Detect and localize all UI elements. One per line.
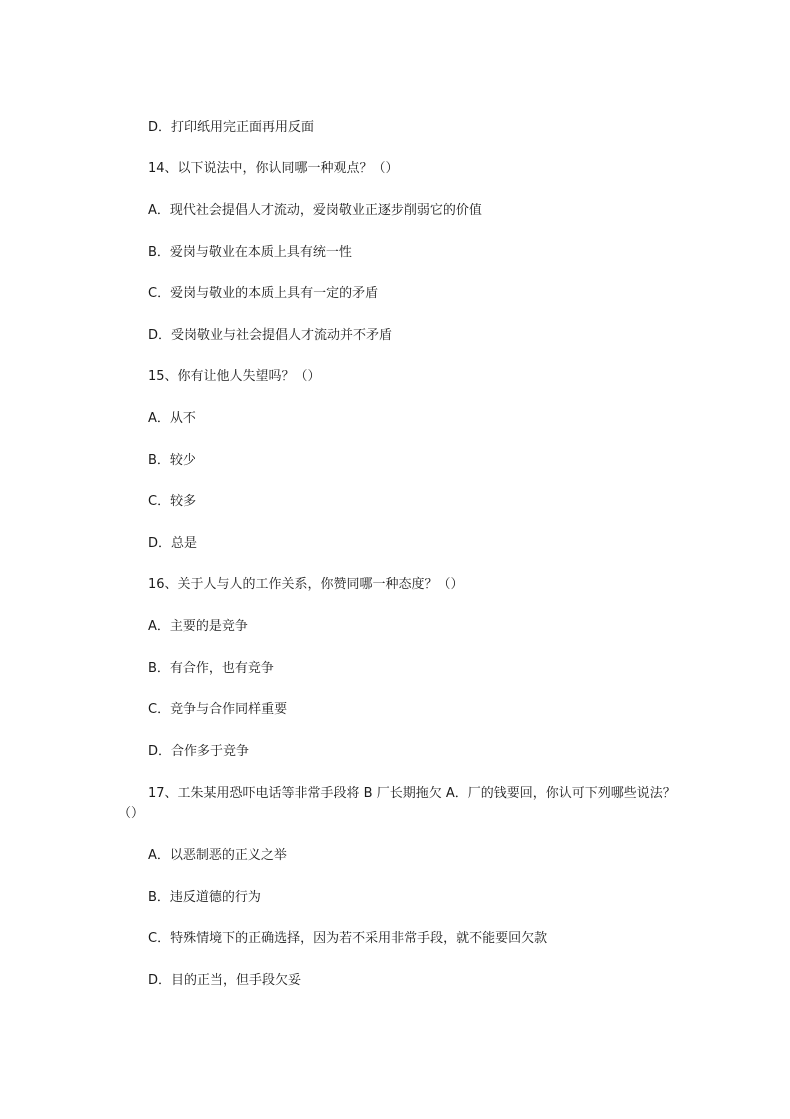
- q17-option-c: C．特殊情境下的正确选择，因为若不采用非常手段，就不能要回欠款: [148, 931, 548, 946]
- q16-stem: 16、关于人与人的工作关系，你赞同哪一种态度？（）: [148, 577, 464, 592]
- q14-option-c: C．爱岗与敬业的本质上具有一定的矛盾: [148, 286, 379, 301]
- q15-option-b: B．较少: [148, 453, 196, 468]
- q17-option-b: B．违反道德的行为: [148, 890, 261, 905]
- q15-stem: 15、你有让他人失望吗？（）: [148, 369, 321, 384]
- q17-stem: 17、工朱某用恐吓电话等非常手段将 B 厂长期拖欠 A．厂的钱要回，你认可下列哪些说法？（）: [118, 786, 676, 821]
- q13-option-d: D．打印纸用完正面再用反面: [148, 120, 315, 135]
- q15-option-d: D．总是: [148, 536, 198, 551]
- q17-option-a: A．以恶制恶的正义之举: [148, 848, 287, 863]
- q15-option-a: A．从不: [148, 411, 196, 426]
- q15-option-c: C．较多: [148, 494, 197, 509]
- q14-option-d: D．受岗敬业与社会提倡人才流动并不矛盾: [148, 328, 393, 343]
- q16-option-b: B．有合作，也有竞争: [148, 661, 274, 676]
- q17-option-d: D．目的正当，但手段欠妥: [148, 973, 302, 988]
- q16-option-c: C．竞争与合作同样重要: [148, 702, 288, 717]
- q14-stem: 14、以下说法中，你认同哪一种观点？（）: [148, 161, 399, 176]
- q16-option-d: D．合作多于竞争: [148, 744, 250, 759]
- q14-option-b: B．爱岗与敬业在本质上具有统一性: [148, 245, 352, 260]
- q14-option-a: A．现代社会提倡人才流动，爱岗敬业正逐步削弱它的价值: [148, 203, 482, 218]
- q16-option-a: A．主要的是竞争: [148, 619, 248, 634]
